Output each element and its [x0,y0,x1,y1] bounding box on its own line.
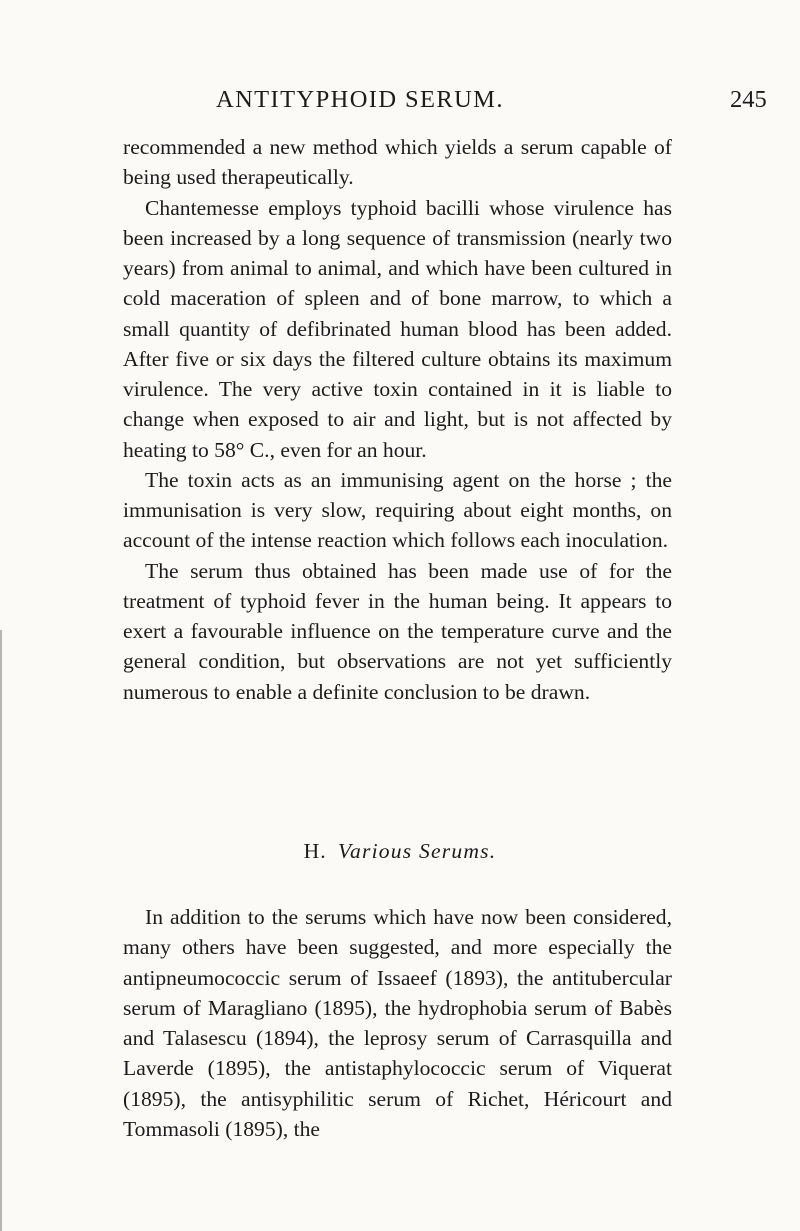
page-edge-shadow [0,630,2,1231]
page-header [0,86,800,118]
page-number: 245 [730,86,767,113]
paragraph-chantemesse: Chantemesse employs typhoid bacilli whose virulence has been increased by a long sequence of transmission (nearly two years) from animal to animal, and which have been cultured in cold maceration of spleen and of bone marrow, to which a small quantity of defibrinated human blood has been added. After five or six days the filtered culture obtains its maximum virulence. The very active toxin contained in it is liable to change when exposed to air and light, but is not affected by heating to 58° C., even for an hour. [123,195,672,462]
section-title: Various Serums. [338,839,497,863]
body-text-top [123,132,672,707]
section-number: H. [303,839,327,863]
paragraph-continuation: recommended a new method which yields a serum capable of being used therapeutically. [123,135,672,190]
body-text-bottom [123,902,672,1144]
paragraph-toxin-immunisation: The toxin acts as an immunising agent on the horse ; the immunisation is very slow, requiring about eight months, on account of the intense reaction which follows each inoculation. [123,467,672,553]
section-heading [0,836,800,866]
paragraph-serum-treatment: The serum thus obtained has been made use of for the treatment of typhoid fever in the human being. It appears to exert a favourable influence on the temperature curve and the general condition, but observations are not yet sufficiently numerous to enable a definite conclusion to be drawn. [123,558,672,704]
running-title: ANTITYPHOID SERUM. [216,86,504,113]
paragraph-various-serums: In addition to the serums which have now been considered, many others have been suggested, and more especially the antipneumococcic serum of Issaeef (1893), the antitubercular serum of Maragliano (1895), the hydrophobia serum of Babès and Talasescu (1894), the leprosy serum of Carrasquilla and Laverde (1895), the antistaphylococcic serum of Viquerat (1895), the antisyphilitic serum of Richet, Héricourt and Tommasoli (1895), the [123,905,672,1141]
